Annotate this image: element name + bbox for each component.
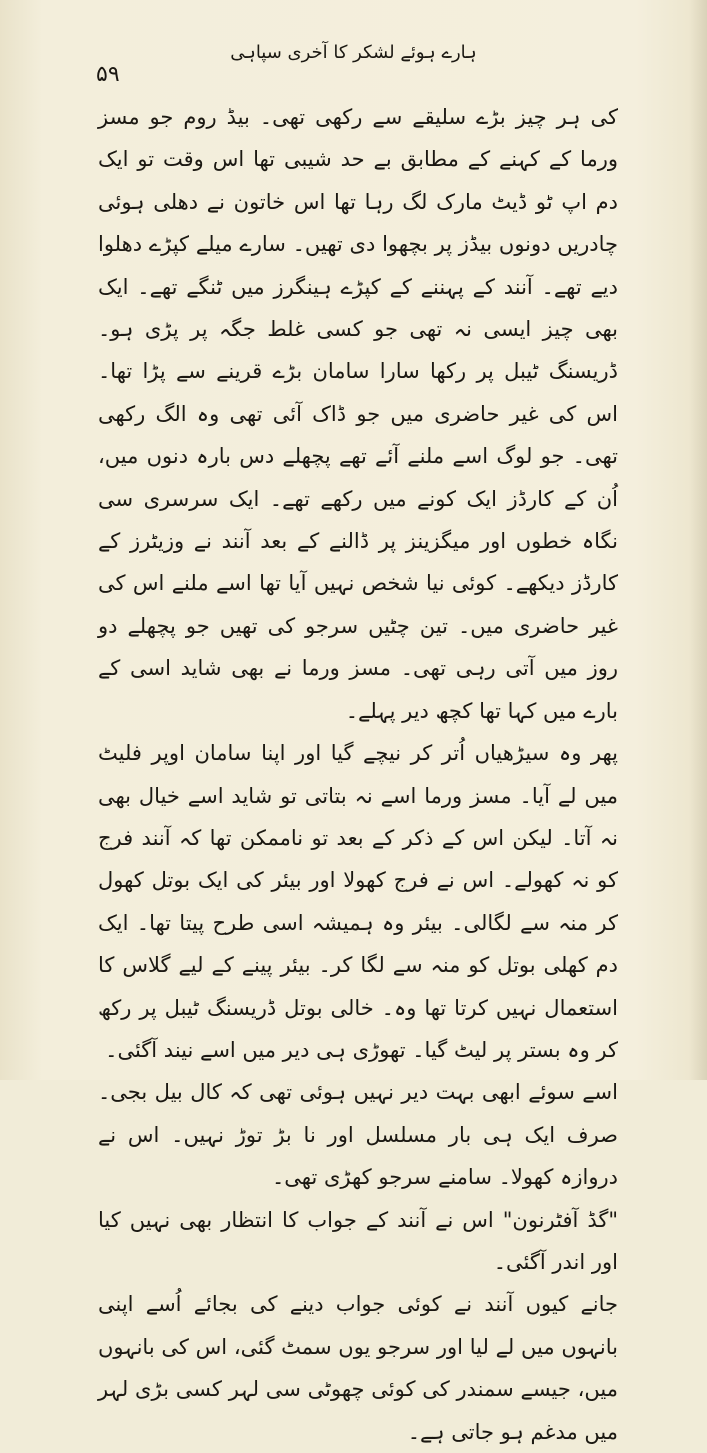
page-edge-shadow — [689, 0, 707, 1080]
paragraph-1: کی ہر چیز بڑے سلیقے سے رکھی تھی۔ بیڈ روم جو مسز ورما کے کہنے کے مطابق بے حد شیبی تھا اس وقت تو ایک دم اپ ٹو ڈیٹ مارک لگ رہا تھا اس خاتون نے دھلی ہوئی چادریں دونوں بیڈز پر بچھوا دی تھیں۔ سارے میلے کپڑے دھلوا دیے تھے۔ آنند کے پہننے کے کپڑے ہینگرز میں ٹنگے تھے۔ ایک بھی چیز ایسی نہ تھی جو کسی غلط جگہ پر پڑی ہو۔ ڈریسنگ ٹیبل پر رکھا سارا سامان بڑے قرینے سے پڑا تھا۔ اس کی غیر حاضری میں جو ڈاک آئی تھی وہ الگ رکھی تھی۔ جو لوگ اسے ملنے آئے تھے پچھلے دس بارہ دنوں میں، اُن کے کارڈز ایک کونے میں رکھے تھے۔ ایک سرسری سی نگاہ خطوں اور میگزینز پر ڈالنے کے بعد آنند نے وزیٹرز کے کارڈز دیکھے۔ کوئی نیا شخص نہیں آیا تھا اسے ملنے اس کی غیر حاضری میں۔ تین چٹیں سرجو کی تھیں جو پچھلے دو روز میں آتی رہی تھی۔ مسز ورما نے بھی شاید اسی کے بارے میں کہا تھا کچھ دیر پہلے۔ — [98, 105, 618, 723]
paragraph-5: جانے کیوں آنند نے کوئی جواب دینے کی بجائے اُسے اپنی بانہوں میں لے لیا اور سرجو یوں سمٹ گئی، اس کی بانہوں میں، جیسے سمندر کی کوئی چھوٹی سی لہر کسی بڑی لہر میں مدغم ہو جاتی ہے۔ — [98, 1292, 618, 1444]
page-number: ۵۹ — [96, 62, 120, 87]
paragraph-4: "گڈ آفٹرنون" اس نے آنند کے جواب کا انتظار بھی نہیں کیا اور اندر آگئی۔ — [98, 1207, 618, 1274]
paragraph-2: پھر وہ سیڑھیاں اُتر کر نیچے گیا اور اپنا سامان اوپر فلیٹ میں لے آیا۔ مسز ورما اسے نہ بتاتی تو شاید اسے خیال بھی نہ آتا۔ لیکن اس کے ذکر کے بعد تو ناممکن تھا کہ آنند فرج کو نہ کھولے۔ اس نے فرج کھولا اور بیئر کی ایک بوتل کھول کر منہ سے لگالی۔ بیئر وہ ہمیشہ اسی طرح پیتا تھا۔ ایک دم کھلی بوتل کو منہ سے لگا کر۔ بیئر پینے کے لیے گلاس کا استعمال نہیں کرتا تھا وہ۔ خالی بوتل ڈریسنگ ٹیبل پر رکھ کر وہ بستر پر لیٹ گیا۔ تھوڑی ہی دیر میں اسے نیند آگئی۔ — [98, 741, 618, 1062]
running-title: ہارے ہوئے لشکر کا آخری سپاہی — [230, 42, 477, 63]
paragraph-3: اسے سوئے ابھی بہت دیر نہیں ہوئی تھی کہ کال بیل بجی۔ صرف ایک ہی بار مسلسل اور نا بڑ توڑ نہیں۔ اس نے دروازہ کھولا۔ سامنے سرجو کھڑی تھی۔ — [98, 1080, 618, 1190]
body-text — [98, 96, 618, 1453]
